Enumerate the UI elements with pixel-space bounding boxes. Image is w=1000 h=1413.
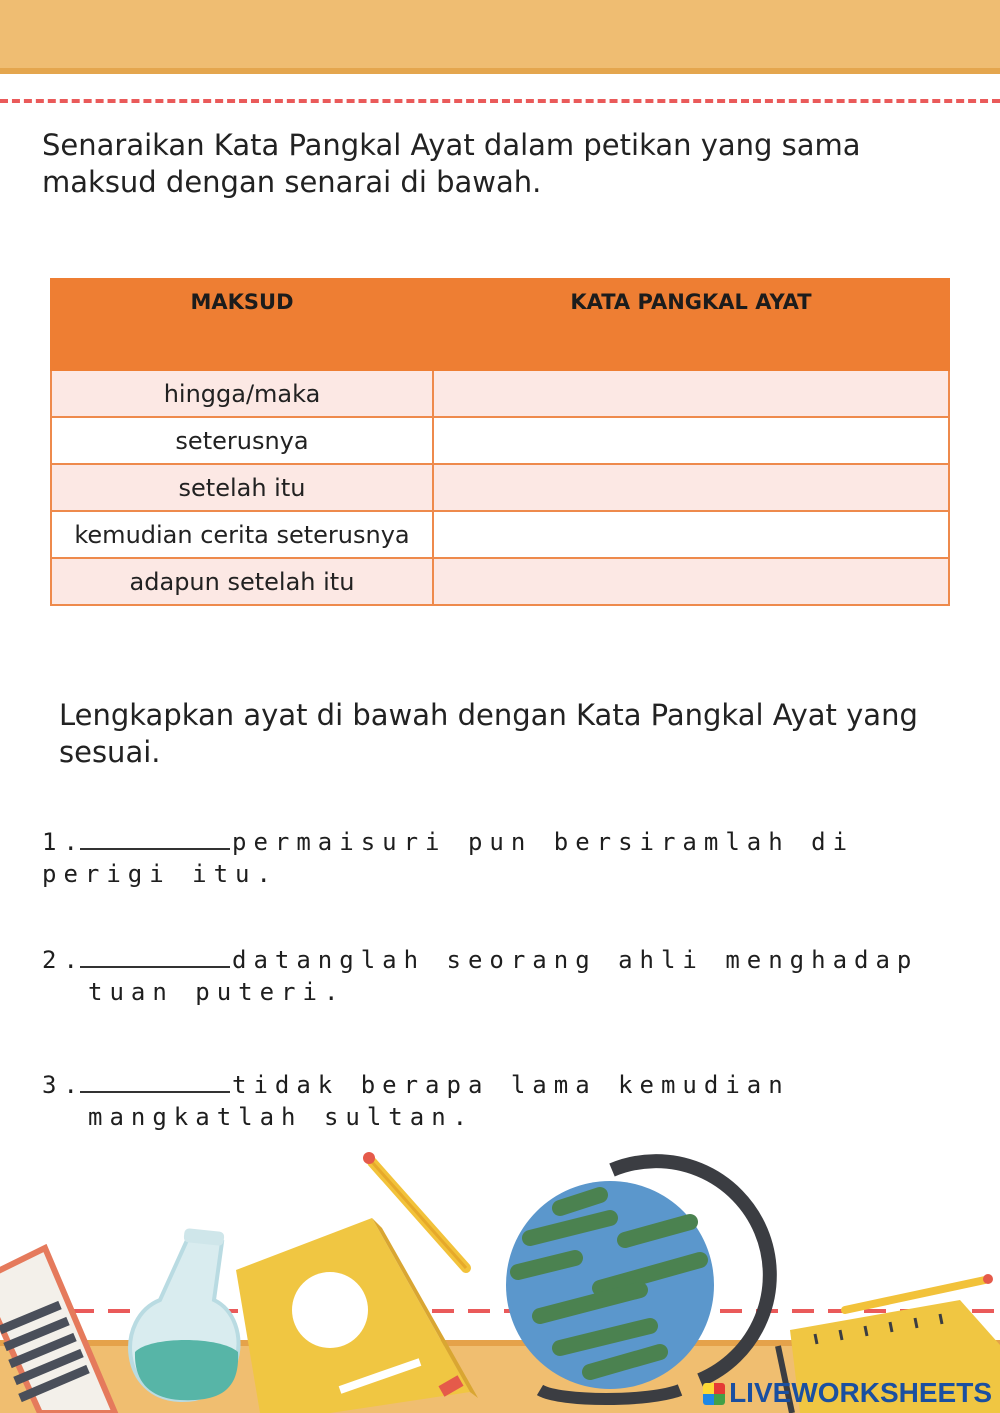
question-3	[42, 1065, 790, 1133]
table-header-row	[51, 279, 949, 370]
answer-input-cell[interactable]	[433, 464, 949, 511]
answer-table	[50, 278, 950, 606]
table-row	[51, 417, 949, 464]
header-band-edge	[0, 68, 1000, 74]
header-band	[0, 0, 1000, 68]
answer-input-cell[interactable]	[433, 558, 949, 605]
question-text: permaisuri pun bersiramlah di perigi itu.	[42, 828, 855, 888]
liveworksheets-logo-mark	[703, 1383, 725, 1405]
answer-blank[interactable]	[80, 940, 230, 968]
header-maksud: MAKSUD	[51, 279, 433, 370]
question-number: 2.	[42, 946, 85, 974]
question-text-continuation: tuan puteri.	[88, 978, 346, 1006]
instruction-list-kata-pangkal: Senaraikan Kata Pangkal Ayat dalam petikan yang sama maksud dengan senarai di bawah.	[42, 128, 861, 199]
liveworksheets-logo	[703, 1377, 992, 1409]
question-number: 3.	[42, 1071, 85, 1099]
question-number: 1.	[42, 828, 85, 856]
header-kata-pangkal-ayat: KATA PANGKAL AYAT	[433, 279, 949, 370]
instruction-complete-sentences: Lengkapkan ayat di bawah dengan Kata Pangkal Ayat yang sesuai.	[59, 698, 918, 769]
flask-icon	[130, 1228, 238, 1400]
brand-text: LIVEWORKSHEETS	[729, 1377, 992, 1408]
top-dashed-divider	[0, 99, 1000, 103]
question-text: datanglah seorang ahli menghadap	[232, 946, 919, 974]
globe-icon	[506, 1161, 770, 1399]
question-text-continuation: mangkatlah sultan.	[88, 1103, 475, 1131]
maksud-cell: adapun setelah itu	[51, 558, 433, 605]
maksud-cell: kemudian cerita seterusnya	[51, 511, 433, 558]
answer-blank[interactable]	[80, 1065, 230, 1093]
school-supplies-illustration	[0, 1140, 1000, 1413]
answer-blank[interactable]	[80, 822, 230, 850]
answer-input-cell[interactable]	[433, 370, 949, 417]
maksud-cell: seterusnya	[51, 417, 433, 464]
table-row	[51, 464, 949, 511]
table-row	[51, 511, 949, 558]
answer-input-cell[interactable]	[433, 511, 949, 558]
maksud-cell: setelah itu	[51, 464, 433, 511]
answer-input-cell[interactable]	[433, 417, 949, 464]
table-row	[51, 370, 949, 417]
maksud-cell: hingga/maka	[51, 370, 433, 417]
table-row	[51, 558, 949, 605]
question-1	[42, 822, 1000, 890]
question-text: tidak berapa lama kemudian	[232, 1071, 790, 1099]
question-2	[42, 940, 918, 1008]
